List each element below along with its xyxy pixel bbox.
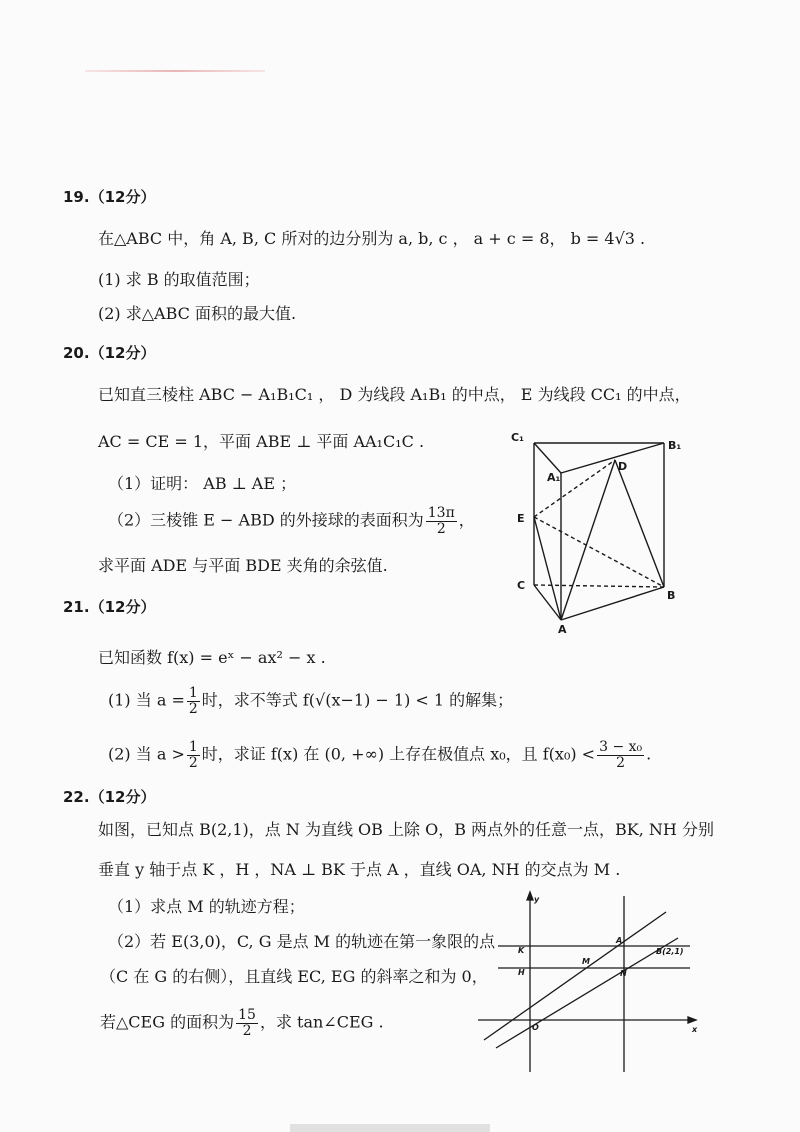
label-k: K [518,946,525,955]
q19-header: 19.（12分） [63,188,156,206]
edge-a-b [561,587,664,620]
q21-intro: 已知函数 f(x) = eˣ − ax² − x . [98,648,326,667]
q21-part2-numerator2: 3 − x₀ [599,739,643,755]
label-e: E [517,512,525,525]
q21-part1-numerator: 1 [188,685,198,701]
q22-intro: 如图，已知点 B(2,1)，点 N 为直线 OB 上除 O，B 两点外的任意一点，BK, NH 分别 [98,820,714,839]
q22-part1: （1）求点 M 的轨迹方程； [108,897,305,916]
q22-part2-c-text: 若△CEG 的面积为 [100,1012,235,1032]
x-axis-arrow [688,1017,696,1023]
edge-c1-a1 [534,443,561,473]
q21-part2-numerator: 1 [188,739,198,755]
q21-part2-fraction [187,740,200,770]
label-c: C [517,579,526,592]
q22-area-fraction [236,1008,258,1038]
y-axis-arrow [527,892,533,900]
label-h: H [518,968,525,977]
q21-part1-denominator: 2 [188,700,198,717]
scan-footer-artifact [290,1124,490,1132]
q20-area-fraction [426,506,457,536]
q22-part2-c [100,1008,384,1038]
label-y: y [534,895,540,904]
q20-part2-continued: 求平面 ADE 与平面 BDE 夹角的余弦值. [98,556,388,575]
q22-intro-continued: 垂直 y 轴于点 K ，H ，NA ⊥ BK 于点 A ，直线 OA, NH 的交点为 M . [98,860,621,879]
label-d: D [618,460,628,473]
q21-part1-fraction [187,686,200,716]
q22-part2-c-rest: ，求 tan∠CEG . [259,1012,384,1032]
q20-part2-text: （2）三棱锥 E − ABD 的外接球的表面积为 [108,510,424,530]
label-a: A [558,623,567,636]
q20-header: 20.（12分） [63,344,156,362]
label-a-point: A [616,936,623,945]
coordinate-figure [478,890,700,1080]
edge-d-b [615,460,664,587]
q20-part2 [108,506,475,536]
label-o: O [532,1023,539,1032]
q22-part2-b: （C 在 G 的右侧），且直线 EC, EG 的斜率之和为 0， [100,967,488,986]
q22-header: 22.（12分） [63,788,156,806]
edge-a-d [561,460,615,620]
label-c1: C₁ [511,431,524,444]
q19-intro: 在△ABC 中，角 A, B, C 所对的边分别为 a, b, c ， a + c = 8， b = 4√3 . [98,229,646,248]
q21-part1-rest: 时，求不等式 f(√(x−1) − 1) < 1 的解集； [201,690,514,710]
label-b: B [667,589,676,602]
q20-intro: 已知直三棱柱 ABC − A₁B₁C₁ ， D 为线段 A₁B₁ 的中点， E 为线段 CC₁ 的中点， [98,385,691,404]
edge-e-b [534,517,664,587]
label-b-point: B(2,1) [656,947,684,956]
q20-area-numerator: 13π [427,505,455,521]
q20-area-denominator: 2 [436,520,446,537]
q22-area-numerator: 15 [238,1007,256,1023]
q20-condition: AC = CE = 1，平面 ABE ⊥ 平面 AA₁C₁C . [98,432,425,451]
q21-part2-middle: 时，求证 f(x) 在 (0, +∞) 上存在极值点 x₀，且 f(x₀) < [201,744,596,764]
edge-e-a [534,517,561,620]
q21-part2-fraction2 [597,740,644,770]
q22-part2: （2）若 E(3,0)，C, G 是点 M 的轨迹在第一象限的点 [108,932,496,951]
label-m: M [582,957,590,966]
q20-part2-comma: ， [458,510,475,530]
q21-part2-denominator2: 2 [616,754,626,771]
q21-part2 [108,740,651,770]
label-b1: B₁ [668,439,682,452]
scan-artifact-line [85,70,265,72]
q21-part2-denominator: 2 [188,754,198,771]
line-oa [484,912,666,1040]
label-x: x [692,1025,698,1034]
edge-c-b [534,585,664,587]
q21-part2-text: (2) 当 a > [108,744,185,764]
q19-part1: (1) 求 B 的取值范围； [98,270,260,289]
label-a1: A₁ [547,471,561,484]
q20-part1: （1）证明： AB ⊥ AE ； [108,474,297,493]
q21-part1-text: (1) 当 a = [108,690,185,710]
q22-area-denominator: 2 [242,1022,252,1039]
q19-part2: (2) 求△ABC 面积的最大值. [98,304,297,323]
prism-figure [505,425,695,640]
label-n: N [620,969,627,978]
q21-part2-end: . [646,744,652,764]
q21-header: 21.（12分） [63,598,156,616]
q21-part1 [108,686,513,716]
